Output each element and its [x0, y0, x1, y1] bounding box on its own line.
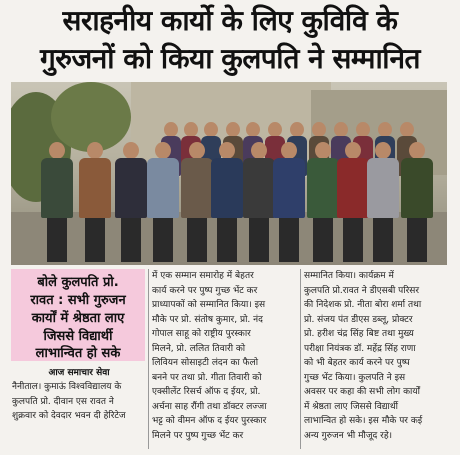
text-line: गुच्छ भेंट किया। कुलपति ने इस [304, 372, 406, 383]
text-line: को भी बेहतर कार्य करने पर पुष्प [304, 358, 410, 368]
text-line: परीक्षा नियंत्रक डॉ. महेंद्र सिंह राणा [304, 343, 416, 354]
text-line: प्राध्यापकों को सम्मानित किया। इस [152, 300, 266, 310]
column-divider [148, 269, 149, 449]
text-line: सम्मानित किया। कार्यक्रम में [304, 271, 394, 281]
text-line: अर्चना साह रौंगी तथा डॉक्टर लज्जा [152, 401, 267, 412]
pullquote-line: रावत : सभी गुरुजन [30, 293, 126, 308]
text-line: अन्य गुरुजन भी मौजूद रहे। [304, 430, 393, 441]
text-line: कार्य करने पर पुष्प गुच्छ भेंट कर [152, 285, 258, 296]
pullquote-box [11, 269, 145, 361]
text-line: में एक सम्मान समारोह में बेहतर [152, 271, 254, 281]
text-line: लाभान्वित हो सके। इस मौके पर कई [304, 416, 423, 426]
pullquote-line: कार्यों में श्रेष्ठता लाए [31, 311, 125, 326]
pullquote-line: बोले कुलपति प्रो. [37, 275, 119, 290]
article-column-3 [304, 269, 452, 443]
byline: आज समाचार सेवा [48, 368, 110, 378]
text-line: गोपाल साहू को राष्ट्रीय पुरस्कार [152, 329, 251, 339]
headline-line-2: गुरुजनों को किया कुलपति ने सम्मानित [39, 42, 420, 75]
text-line: नैनीताल। कुमाऊं विश्वविद्यालय के [12, 382, 122, 392]
article-column-1 [12, 380, 146, 424]
text-line: भट्ट को वीमन ऑफ द ईयर पुरस्कार [152, 416, 267, 426]
text-line: प्रो. हरीश चंद्र सिंह बिष्ट तथा मुख्य [304, 329, 414, 339]
text-line: शुक्रवार को देवदार भवन दी हेरिटेज [12, 411, 126, 421]
text-line: अवसर पर कहा की सभी लोग कार्यों [304, 387, 420, 397]
headline-line-1: सराहनीय कार्यो के लिए कुविवि के [62, 4, 398, 37]
text-line: बनने पर तथा प्रो. गीता तिवारी को [152, 372, 262, 383]
article-column-2 [152, 269, 298, 443]
text-line: की निदेशक प्रो. नीता बोरा शर्मा तथा [304, 300, 422, 310]
text-line: में श्रेष्ठता लाए जिससे विद्यार्थी [304, 401, 398, 412]
column-divider [300, 269, 301, 449]
text-line: प्रो. संजय पंत डीएस डब्लू, प्रोक्टर [304, 314, 413, 325]
text-line: लिवियन सोसाइटी लंदन का फैलो [152, 358, 259, 368]
pullquote-line: जिससे विद्यार्थी [43, 329, 113, 344]
text-line: मौके पर प्रो. संतोष कुमार, प्रो. नंद [152, 314, 263, 325]
text-line: मिलने, प्रो. ललित तिवारी को [152, 343, 246, 354]
text-line: मिलने पर पुष्प गुच्छ भेंट कर [152, 430, 244, 441]
text-line: एक्सीलेंट रिसर्च ऑफ द ईयर, प्रो. [152, 387, 261, 397]
text-line: कुलपति प्रो.रावत ने डीएसबी परिसर [304, 285, 420, 296]
text-line: कुलपति प्रो. दीवान एस रावत ने [12, 396, 114, 407]
group-photo [11, 82, 447, 265]
pullquote-line: लाभान्वित हो सके [35, 346, 121, 361]
